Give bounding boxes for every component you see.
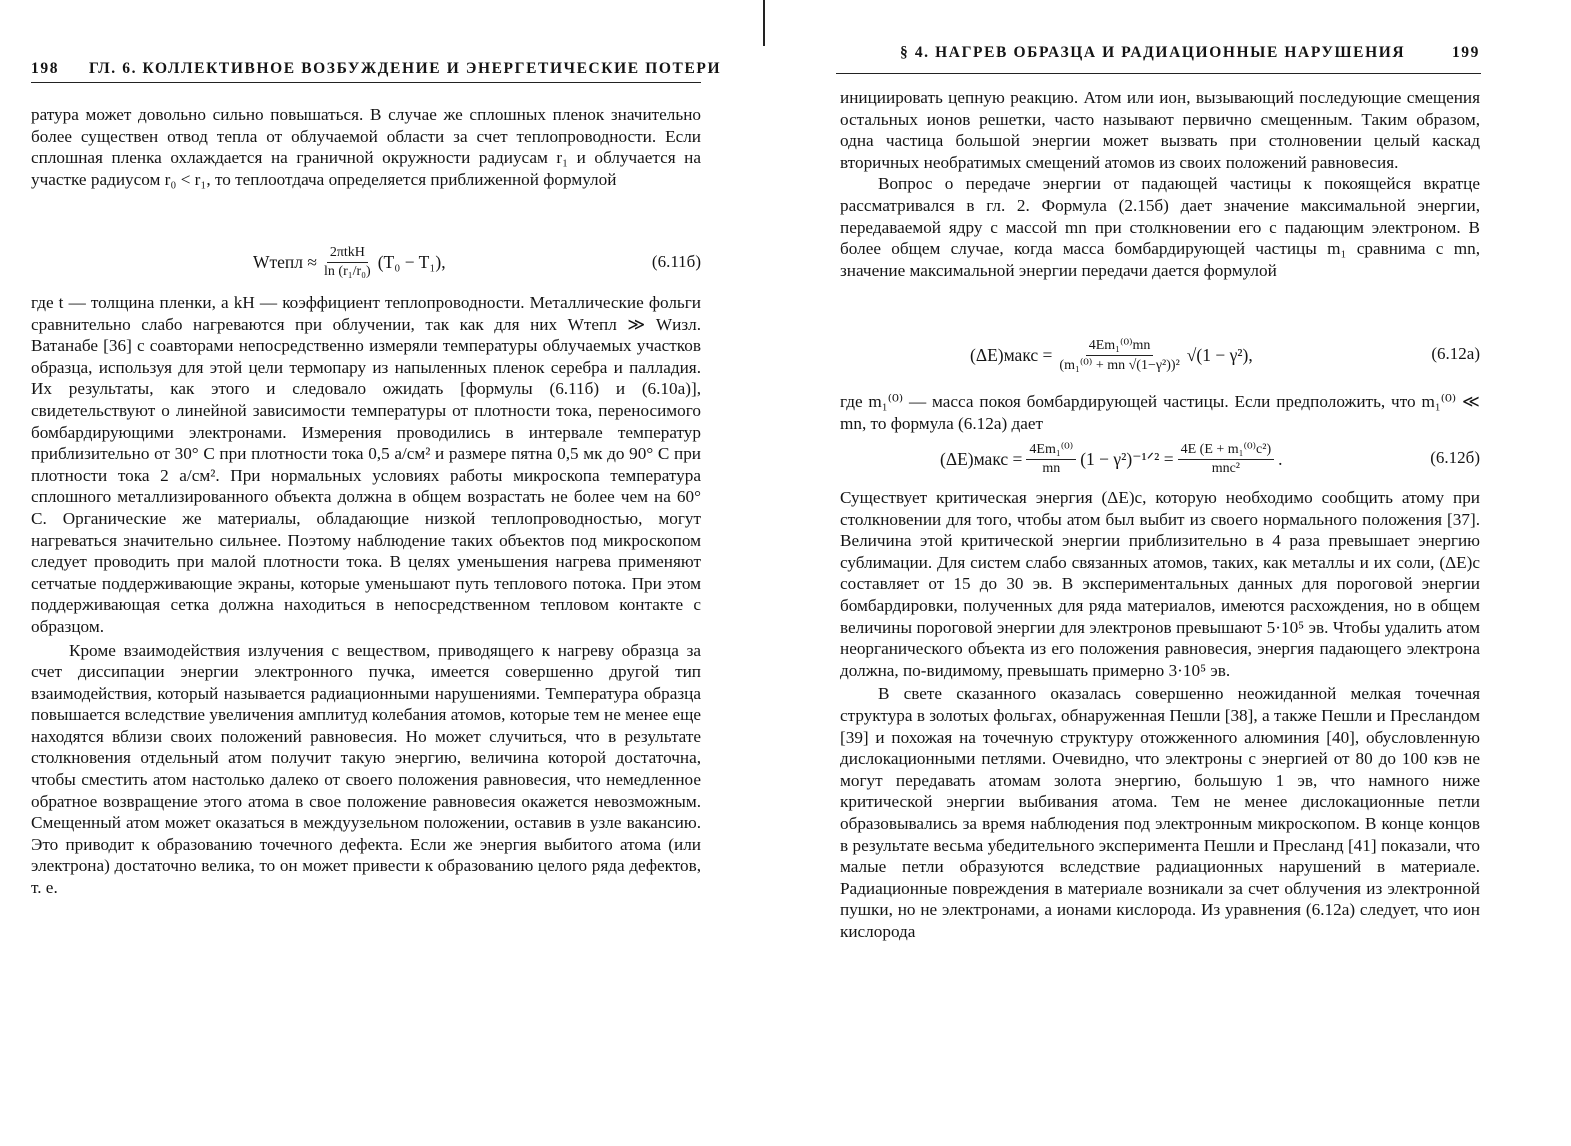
equation-fraction [321, 245, 374, 280]
book-spine-line [763, 0, 765, 46]
paragraph: ратура может довольно сильно повышаться. В случае же сплошных пленок значительно более существен отвод тепла от облучаемой области за счет теплопроводности. Если сплошная пленка охлаждается на граничной окружности радиусам r₁ и облучается на участке радиусом r₀ < r₁, то теплоотдача определяется приближенной формулой [31, 105, 701, 189]
equation-6-12b [840, 436, 1480, 482]
equation-lhs: (ΔE)макс = [940, 448, 1023, 469]
equation-middle: (1 − γ²)⁻¹ᐟ² = [1080, 448, 1174, 469]
page-number: 198 [31, 60, 60, 77]
paragraph: инициировать цепную реакцию. Атом или ион, вызывающий последующие смещения остальных ионов решетки, часто называют первично смещенным. Таким образом, одна частица большой энергии может вызвать при столновении целый каскад вторичных необратимых смещений атомов из своих положений равновесия. [840, 88, 1480, 172]
text-block [31, 104, 701, 190]
denominator: mnc² [1211, 461, 1241, 476]
paragraph: Вопрос о передаче энергии от падающей частицы к покоящейся вкратце рассматривался в гл. 2. Формула (2.15б) дает значение максимальной энергии, передаваемой ядру с массой mn при столкновении его с падающим электроном. В более общем случае, когда масса бомбардирующей частицы m₁ сравнима с mn, значение максимальной энергии передачи дается формулой [840, 174, 1480, 280]
equation-lhs: (ΔE)макс = [970, 344, 1053, 365]
text-block [840, 487, 1480, 942]
numerator: 2πtkH [327, 245, 368, 263]
right-page [770, 0, 1571, 1146]
denominator: (m₁⁽⁰⁾ + mn √(1−γ²))² [1059, 357, 1180, 373]
header-rule [836, 73, 1481, 74]
equation-rhs: (T₀ − T₁), [377, 251, 446, 272]
denominator: mn [1042, 461, 1061, 476]
equation-number: (6.11б) [651, 252, 701, 271]
page-number: 199 [1451, 44, 1480, 61]
equation-fraction [1178, 441, 1275, 477]
numerator: 4Em₁⁽⁰⁾ [1026, 441, 1076, 460]
equation-end: . [1278, 448, 1283, 469]
text-block [31, 292, 701, 899]
equation-fraction [1056, 337, 1182, 374]
equation-number: (6.12б) [1430, 448, 1480, 467]
equation-fraction [1026, 441, 1076, 477]
equation-6-11b [31, 240, 701, 284]
section-title: § 4. НАГРЕВ ОБРАЗЦА И РАДИАЦИОННЫЕ НАРУШЕНИЯ [900, 44, 1406, 61]
left-page [0, 0, 760, 1146]
equation-rhs: √(1 − γ²), [1186, 344, 1253, 365]
paragraph: В свете сказанного оказалась совершенно неожиданной мелкая точечная структура в золотых фольгах, обнаруженная Пешли [38], а также Пешли и Пресландом [39] и похожая на точечную структуру отожженного алюминия [40], обусловленную дислокационными петлями. Очевидно, что электроны с энергией от 80 до 100 кэв не могут передавать атомам золота энергию, большую 1 эв, что намного ниже критической энергии выбивания атома. Тем не менее дислокационные петли образовывались за время наблюдения под электронным микроскопом. В конце концов в результате весьма убедительного эксперимента Пешли и Пресланд [41] показали, что малые петли образуются вследствие радиационных нарушений в материале. Радиационные повреждения в материале возникали за счет облучения из электронной пушки, но не электронами, а ионами кислорода. Из уравнения (6.12а) следует, что ион кислорода [840, 684, 1480, 941]
numerator: 4Em₁⁽⁰⁾mn [1086, 337, 1154, 356]
text-block [840, 87, 1480, 281]
paragraph: где t — толщина пленки, а kH — коэффициент теплопроводности. Металлические фольги сравнительно слабо нагреваются при облучении, так как для них Wтепл ≫ Wизл. Ватанабе [36] с соавторами непосредственно измеряли температуры облучаемых участков образца, используя для этой цели термопару из напыленных пленок серебра и палладия. Их результаты, как этого и следовало ожидать [формулы (6.11б) и (6.10а)], свидетельствуют о линейной зависимости температуры от плотности тока, переносимого бомбардирующими электронами. Измерения проводились в интервале температур приблизительно от 30° С при плотности тока 0,5 а/см² и размере пятна 0,5 мк до 90° С при плотности тока 2 а/см². При нормальных условиях работы микроскопа температура сплошного металлизированного объекта должна в общем возрастать не более чем на 60° С. Органические же материалы, обладающие низкой теплопроводностью, могут нагреваться значительно сильнее. Поэтому наблюдение таких объектов под микроскопом следует проводить при малой плотности тока. В целях уменьшения нагрева применяют сетчатые поддерживающие экраны, которые уменьшают путь теплового потока. При этом поддерживающая сетка должна находиться в непосредственном тепловом контакте с образцом. [31, 293, 701, 636]
chapter-title: ГЛ. 6. КОЛЛЕКТИВНОЕ ВОЗБУЖДЕНИЕ И ЭНЕРГЕТИЧЕСКИЕ ПОТЕРИ [89, 60, 722, 77]
paragraph: Кроме взаимодействия излучения с веществом, приводящего к нагреву образца за счет диссипации энергии электронного пучка, имеется совершенно другой тип взаимодействия, который называется радиационными нарушениями. Температура образца повышается вследствие увеличения амплитуд колебания атомов, которые тем не менее еще находятся вблизи своих положений равновесия. Но может случиться, что в результате столкновения отдельный атом получит такую энергию, величина которой достаточна, чтобы сместить атом настолько далеко от своего положения равновесия, что немедленное обратное возвращение этого атома в свое положение равновесия окажется невозможным. Смещенный атом может оказаться в междуузельном положении, оставив в узле вакансию. Это приводит к образованию точечного дефекта. Если же энергия выбитого атома (или электрона) достаточно велика, то он может привести к образованию целого ряда дефектов, т. е. [31, 640, 701, 898]
paragraph: Существует критическая энергия (ΔE)c, которую необходимо сообщить атому при столкновении для того, чтобы атом был выбит из своего нормального положения [37]. Величина этой критической энергии приблизительно в 4 раза превышает энергию сублимации. Для систем слабо связанных атомов, таких, как металлы и их соли, (ΔE)c составляет от 15 до 30 эв. В экспериментальных данных для пороговой энергии бомбардировки, полученных для ряда материалов, имеются расхождения, но в общем величины пороговой энергии для электронов превышают 5·10⁵ эв. Чтобы удалить атом неорганического объекта из его положения равновесия, энергия падающего электрона должна, по-видимому, превышать примерно 3·10⁵ эв. [840, 488, 1480, 680]
denominator: ln (r₁/r₀) [324, 263, 371, 279]
numerator: 4E (E + m₁⁽⁰⁾c²) [1178, 441, 1275, 460]
paragraph: где m₁⁽⁰⁾ — масса покоя бомбардирующей частицы. Если предположить, что m₁⁽⁰⁾ ≪ mn, то формула (6.12а) дает [840, 392, 1480, 433]
equation-lhs: Wтепл ≈ [253, 251, 318, 272]
header-rule [31, 82, 701, 83]
text-block [840, 391, 1480, 434]
equation-6-12a [840, 330, 1480, 380]
equation-number: (6.12а) [1431, 344, 1480, 363]
